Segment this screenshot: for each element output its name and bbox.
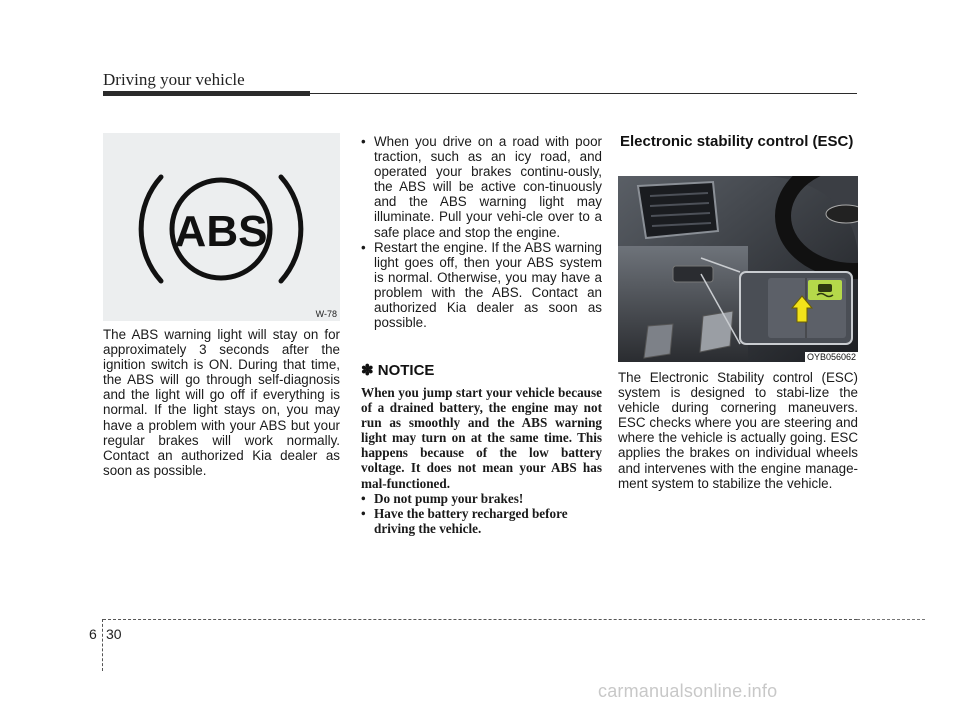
chapter-number: 6 xyxy=(89,626,97,642)
abs-warning-paragraph: The ABS warning light will stay on for approximately 3 seconds after the ignition switch is ON. During that time, the ABS will go through self-diagnosis and the light will go off if everything is normal. If the light stays on, you may have a problem with your ABS but your regular brakes will work normally. Contact an authorized Kia dealer as soon as possible. xyxy=(103,327,340,478)
notice-item-text: Have the battery recharged before driving the vehicle. xyxy=(374,505,568,536)
figure-code: OYB056062 xyxy=(806,352,856,362)
list-item xyxy=(361,506,602,536)
figure-code: W-78 xyxy=(315,309,337,319)
bullet-text: Restart the engine. If the ABS warning light goes off, then your ABS system is normal. Otherwise, you may have a problem with the ABS. Contact an authorized Kia dealer as soon as possible. xyxy=(374,239,602,331)
esc-button-photo xyxy=(618,176,858,362)
notice-title: NOTICE xyxy=(377,362,435,379)
list-item xyxy=(361,491,602,506)
abs-warning-figure xyxy=(103,133,340,321)
page-number: 30 xyxy=(106,626,122,642)
list-item xyxy=(361,134,602,240)
abs-warning-light-icon xyxy=(103,133,340,321)
bullet-icon: • xyxy=(361,505,366,521)
bullet-text: When you drive on a road with poor traction, such as an icy road, and operated your brakes continu-ously, the ABS will be active con-tinuously and the ABS warning light may illuminate. Pull your vehi-cle over to a safe place and stop the engine. xyxy=(374,134,602,240)
notice-item-text: Do not pump your brakes! xyxy=(374,490,524,506)
footer-rule xyxy=(103,619,857,620)
notice-body xyxy=(361,385,602,536)
notice-paragraph: When you jump start your vehicle because of a drained battery, the engine may not run as smoothly and the ABS warning light may turn on at the same time. This happens because of the low battery voltage. It does not mean your ABS has mal-functioned. xyxy=(361,385,602,491)
section-title: Driving your vehicle xyxy=(103,70,245,89)
abs-symbol-text: ABS xyxy=(174,207,268,256)
watermark: carmanualsonline.info xyxy=(598,681,778,701)
list-item xyxy=(361,240,602,331)
notice-icon: ✽ xyxy=(361,362,374,379)
notice-list xyxy=(361,491,602,536)
notice-heading xyxy=(361,361,434,379)
dashboard-illustration xyxy=(618,176,858,362)
abs-bullet-list xyxy=(361,134,602,330)
header-rule xyxy=(103,93,857,94)
esc-paragraph: The Electronic Stability control (ESC) system is designed to stabi-lize the vehicle during cornering maneuvers. ESC checks where you are steering and where the vehicle is actually going. ESC applies the brakes on individual wheels and intervenes with the engine manage-ment system to stabilize the vehicle. xyxy=(618,370,858,491)
bullet-icon: • xyxy=(361,134,366,149)
bullet-icon: • xyxy=(361,239,366,255)
footer-rule-right xyxy=(857,619,925,620)
footer-divider xyxy=(102,619,103,671)
esc-heading: Electronic stability control (ESC) xyxy=(620,133,854,150)
bullet-icon: • xyxy=(361,490,366,506)
